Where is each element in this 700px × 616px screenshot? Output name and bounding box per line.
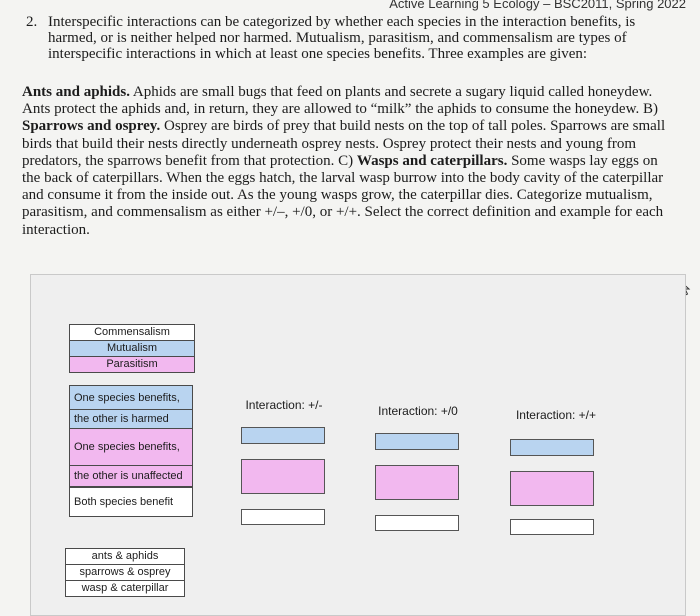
course-header: Active Learning 5 Ecology – BSC2011, Spring 2022 xyxy=(389,0,686,11)
drop-zone-zero-definition[interactable] xyxy=(375,433,459,450)
drop-zone-plus-definition[interactable] xyxy=(510,439,594,456)
column-header-commensal: Interaction: +/0 xyxy=(378,404,458,418)
condition-both-benefit[interactable]: Both species benefit xyxy=(70,487,192,516)
drop-zone-plus-condition[interactable] xyxy=(510,471,594,506)
example-b-title: Sparrows and osprey. xyxy=(22,118,161,135)
question-number: 2. xyxy=(26,14,38,30)
example-a-text: Aphids are small bugs that feed on plants and secrete a sugary liquid called honeydew. Ants protect the aphids and, in return, they are allowed to “milk” the aphids to consume the honeydew. B) xyxy=(22,84,658,118)
example-a-title: Ants and aphids. xyxy=(22,84,130,100)
definition-commensalism[interactable]: Commensalism xyxy=(70,325,194,341)
condition-harmed-line1[interactable]: One species benefits, xyxy=(70,386,192,410)
column-header-parasitic: Interaction: +/- xyxy=(245,398,323,412)
definition-bank xyxy=(69,324,195,373)
drop-zone-plus-example[interactable] xyxy=(510,519,594,535)
drop-zone-minus-definition[interactable] xyxy=(241,427,325,444)
example-c-title: Wasps and caterpillars. xyxy=(356,152,508,169)
drop-zone-zero-example[interactable] xyxy=(375,515,459,531)
example-wasp-caterpillar[interactable]: wasp & caterpillar xyxy=(66,581,184,596)
definition-mutualism[interactable]: Mutualism xyxy=(70,341,194,357)
condition-harmed-line2[interactable]: the other is harmed xyxy=(70,410,192,429)
condition-unaffected-line1[interactable]: One species benefits, xyxy=(70,429,192,466)
examples-paragraph xyxy=(22,84,672,239)
example-c-text: Some wasps lay eggs on the back of caterpillars. When the eggs hatch, the larval wasp burrow into the body cavity of the caterpillar and consume it from the inside out. As the young wasps grow, the caterpillar dies. Categorize mutualism, parasitism, and commensalism as either +/–, +/0, or +/+. Select the correct definition and example for each interaction. xyxy=(22,152,664,238)
question-intro: Interspecific interactions can be categorized by whether each species in the interaction benefits, is harmed, or is neither helped nor harmed. Mutualism, parasitism, and commensalism are types of interspecific interactions in which at least one species benefits. Three examples are given: xyxy=(48,14,636,62)
drop-zone-minus-condition[interactable] xyxy=(241,459,325,494)
drop-zone-zero-condition[interactable] xyxy=(375,465,459,500)
example-bank xyxy=(65,548,185,597)
column-header-mutual: Interaction: +/+ xyxy=(515,408,597,422)
example-ants-aphids[interactable]: ants & aphids xyxy=(66,549,184,565)
drop-zone-minus-example[interactable] xyxy=(241,509,325,525)
example-b-text: Osprey are birds of prey that build nests on the top of tall poles. Sparrows are small birds that build their nests directly underneath osprey nests. Osprey protect their nests and young from predators, the sparrows benefit from that protection. C) xyxy=(22,118,666,169)
condition-unaffected-line2[interactable]: the other is unaffected xyxy=(70,466,192,487)
example-sparrows-osprey[interactable]: sparrows & osprey xyxy=(66,565,184,581)
definition-parasitism[interactable]: Parasitism xyxy=(70,357,194,372)
condition-bank xyxy=(69,385,193,517)
